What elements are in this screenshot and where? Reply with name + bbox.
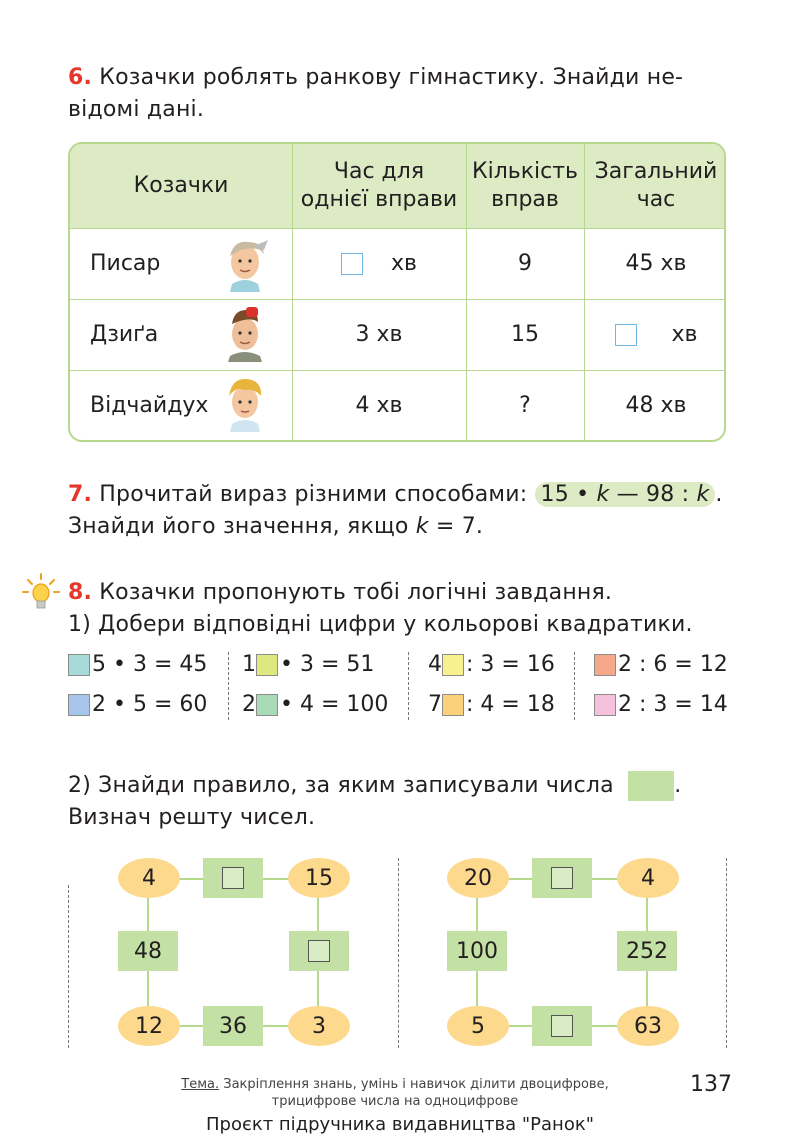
task8-sub1: 1) Добери відповідні цифри у кольорові квадратики. xyxy=(68,612,693,637)
equation-4: 2 • 4 = 100 xyxy=(242,692,389,717)
footer-topic: Тема. Закріплення знань, умінь і навичок ділити двоцифрове, трицифрове числа на одноцифрове xyxy=(181,1077,609,1109)
row2-count: 15 xyxy=(511,321,539,347)
row1-count: 9 xyxy=(518,250,532,276)
header-exercise-count: Кількість вправ xyxy=(471,159,579,212)
color-square[interactable] xyxy=(256,694,278,716)
page-number: 137 xyxy=(690,1072,732,1097)
kozak-pysar-icon xyxy=(220,234,270,292)
task6-table xyxy=(68,142,726,442)
oval-top-right: 15 xyxy=(288,858,350,898)
equation-1: 5 • 3 = 45 xyxy=(68,650,207,680)
color-square[interactable] xyxy=(442,654,464,676)
oval-bottom-left: 12 xyxy=(118,1006,180,1046)
equation-2: 2 • 5 = 60 xyxy=(68,690,207,720)
equation-6: 7 : 4 = 18 xyxy=(428,692,555,717)
color-square[interactable] xyxy=(594,654,616,676)
row3-count: ? xyxy=(519,393,531,418)
rect-bottom-mid: 36 xyxy=(203,1006,263,1046)
row2-time: 3 хв xyxy=(355,321,403,347)
answer-box[interactable] xyxy=(551,1015,573,1037)
oval-bottom-left: 5 xyxy=(447,1006,509,1046)
rect-mid-right: 252 xyxy=(617,931,677,971)
oval-top-right: 4 xyxy=(617,858,679,898)
rect-mid-left: 48 xyxy=(118,931,178,971)
task8-text xyxy=(68,577,768,641)
publisher-line: Проєкт підручника видавництва "Ранок" xyxy=(205,1114,594,1135)
row1-name: Писар xyxy=(90,250,161,276)
answer-box[interactable] xyxy=(222,867,244,889)
color-square[interactable] xyxy=(68,654,90,676)
row2-total: хв xyxy=(584,299,726,370)
oval-top-left: 4 xyxy=(118,858,180,898)
task6-line2: відомі дані. xyxy=(68,97,205,122)
lightbulb-icon xyxy=(20,572,62,614)
row3-total: 48 хв xyxy=(625,393,687,418)
equation-5: 4 : 3 = 16 xyxy=(428,652,555,677)
row1-time: хв xyxy=(292,228,466,299)
rect-top-mid xyxy=(532,858,592,898)
header-kozachky: Козачки xyxy=(133,173,229,198)
header-time-per-exercise: Час для однієї вправи xyxy=(300,159,458,212)
equation-7: 2 : 6 = 12 xyxy=(594,650,728,680)
equation-3: 1 • 3 = 51 xyxy=(242,652,375,677)
equation-8: 2 : 3 = 14 xyxy=(594,690,728,720)
color-square[interactable] xyxy=(594,694,616,716)
oval-bottom-right: 63 xyxy=(617,1006,679,1046)
header-total-time: Загальний час xyxy=(594,159,718,212)
kozak-vidchaiduh-icon xyxy=(220,374,270,432)
task7-line2: Знайди його значення, якщо k = 7. xyxy=(68,514,484,539)
row3-name: Відчайдух xyxy=(90,393,209,418)
oval-bottom-right: 3 xyxy=(288,1006,350,1046)
task8-number: 8. xyxy=(68,580,93,605)
answer-box[interactable] xyxy=(308,940,330,962)
rect-mid-left: 100 xyxy=(447,931,507,971)
task7-line1: Прочитай вираз різними способами: xyxy=(99,482,528,507)
answer-box[interactable] xyxy=(615,324,637,346)
color-square[interactable] xyxy=(442,694,464,716)
color-square[interactable] xyxy=(68,694,90,716)
rect-bottom-mid xyxy=(532,1006,592,1046)
oval-top-left: 20 xyxy=(447,858,509,898)
answer-box[interactable] xyxy=(341,253,363,275)
task8-line1: Козачки пропонують тобі логічні завдання. xyxy=(99,580,613,605)
green-rect-sample xyxy=(628,771,674,801)
rect-top-mid xyxy=(203,858,263,898)
answer-box[interactable] xyxy=(551,867,573,889)
color-square[interactable] xyxy=(256,654,278,676)
row3-time: 4 хв xyxy=(355,393,403,418)
rect-mid-right xyxy=(289,931,349,971)
task6-line1: Козачки роблять ранкову гімнастику. Знайди не- xyxy=(99,65,684,90)
task7-text: 7. Прочитай вираз різними способами: 15 • k — 98 : k . Знайди його значення, якщо k = 7. xyxy=(68,482,723,539)
task7-expression: 15 • k — 98 : k xyxy=(535,482,716,507)
task6-text xyxy=(68,62,738,126)
row1-total: 45 хв xyxy=(625,250,687,276)
row2-name: Дзиґа xyxy=(90,321,159,347)
kozak-dzyga-icon xyxy=(220,304,270,362)
task7-number: 7. xyxy=(68,482,93,507)
task8-sub2: 2) Знайди правило, за яким записували числа . Визнач решту чисел. xyxy=(68,773,682,830)
task6-number: 6. xyxy=(68,65,93,90)
